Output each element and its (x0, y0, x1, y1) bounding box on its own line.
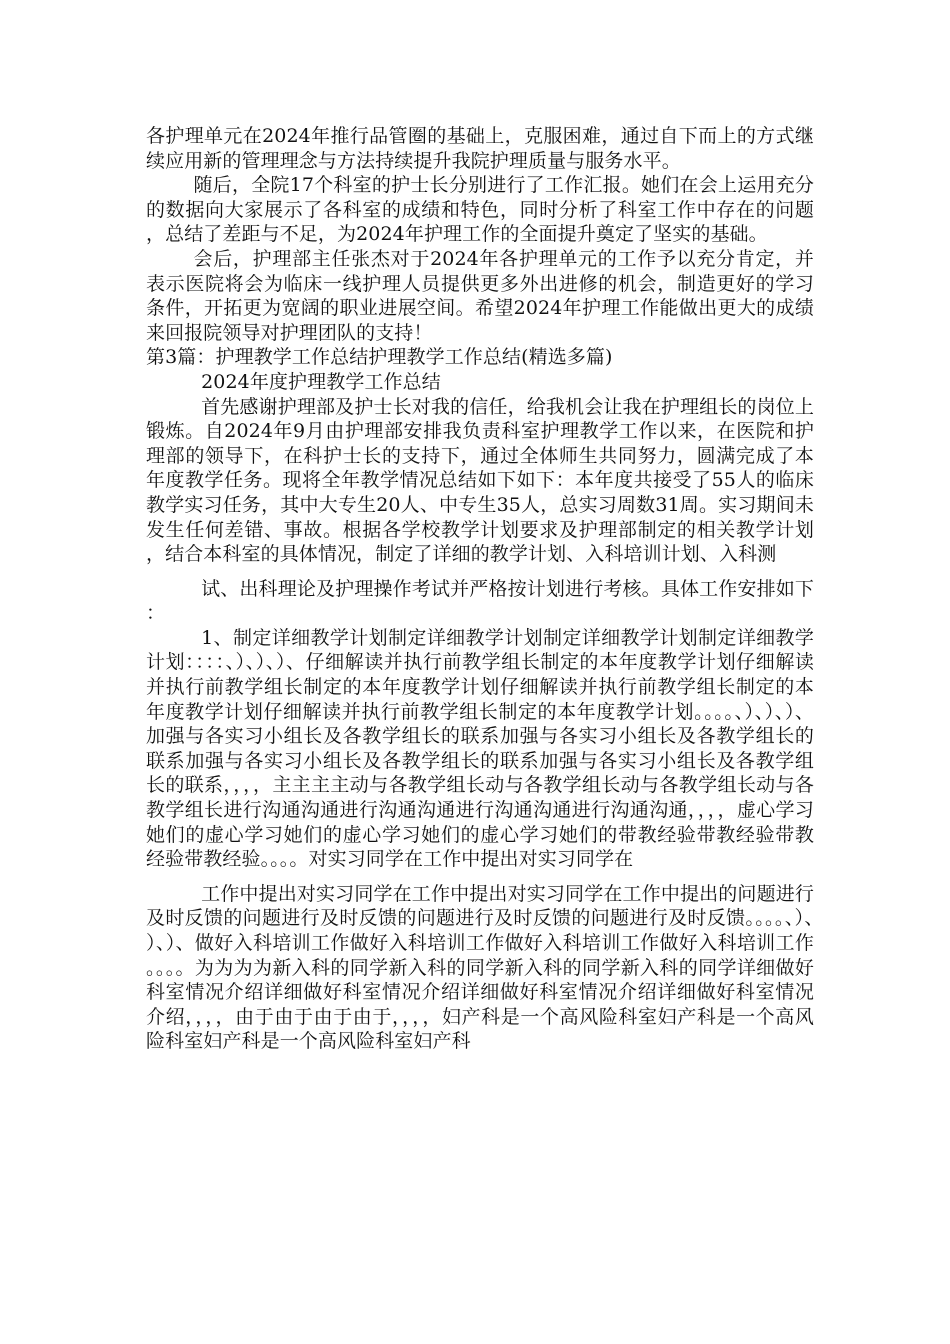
body-paragraph: 会后，护理部主任张杰对于2024年各护理单元的工作予以充分肯定，并表示医院将会为临床一线护理人员提供更多外出进修的机会，制造更好的学习条件，开拓更为宽阔的职业进展空间。希望2024年护理工作能做出更大的成绩来回报院领导对护理团队的支持！ (146, 247, 814, 344)
section-subtitle: 2024年度护理教学工作总结 (201, 370, 441, 393)
body-paragraph: 工作中提出对实习同学在工作中提出对实习同学在工作中提出的问题进行及时反馈的问题进行及时反馈的问题进行及时反馈的问题进行及时反馈。。。。、）、）、）、做好入科培训工作做好入科培训工作做好入科培训工作做好入科培训工作。。。。为为为为新入科的同学新入科的同学新入科的同学新入科的同学详细做好科室情况介绍详细做好科室情况介绍详细做好科室情况介绍详细做好科室情况介绍，，，，由于由于由于由于，，，，妇产科是一个高风险科室妇产科是一个高风险科室妇产科是一个高风险科室妇产科 (146, 882, 814, 1053)
body-paragraph: 试、出科理论及护理操作考试并严格按计划进行考核。具体工作安排如下： (146, 577, 814, 625)
paragraph-gap (146, 567, 814, 577)
section-heading: 第3篇：护理教学工作总结护理教学工作总结(精选多篇) (146, 346, 613, 369)
document-body (146, 124, 814, 1054)
body-paragraph: 1、制定详细教学计划制定详细教学计划制定详细教学计划制定详细教学计划：：：：、）、）、）、仔细解读并执行前教学组长制定的本年度教学计划仔细解读并执行前教学组长制定的本年度教学计划仔细解读并执行前教学组长制定的本年度教学计划仔细解读并执行前教学组长制定的本年度教学计划。。。。、）、）、）、加强与各实习小组长及各教学组长的联系加强与各实习小组长及各教学组长的联系加强与各实习小组长及各教学组长的联系加强与各实习小组长及各教学组长的联系，，，，主主主主动与各教学组长动与各教学组长动与各教学组长动与各教学组长进行沟通沟通进行沟通沟通进行沟通沟通进行沟通沟通，，，，虚心学习她们的虚心学习她们的虚心学习她们的虚心学习她们的带教经验带教经验带教经验带教经验。。。。对实习同学在工作中提出对实习同学在 (146, 626, 814, 871)
body-paragraph: 各护理单元在2024年推行品管圈的基础上，克服困难，通过自下而上的方式继续应用新的管理理念与方法持续提升我院护理质量与服务水平。 (146, 125, 814, 172)
body-paragraph: 随后，全院17个科室的护士长分别进行了工作汇报。她们在会上运用充分的数据向大家展示了各科室的成绩和特色，同时分析了科室工作中存在的问题，总结了差距与不足，为2024年护理工作的全面提升奠定了坚实的基础。 (146, 174, 814, 246)
body-paragraph: 首先感谢护理部及护士长对我的信任，给我机会让我在护理组长的岗位上锻炼。自2024年9月由护理部安排我负责科室护理教学工作以来，在医院和护理部的领导下，在科护士长的支持下，通过全体师生共同努力，圆满完成了本年度教学任务。现将全年教学情况总结如下如下：本年度共接受了55人的临床教学实习任务，其中大专生20人、中专生35人，总实习周数31周。实习期间未发生任何差错、事故。根据各学校教学计划要求及护理部制定的相关教学计划，结合本科室的具体情况，制定了详细的教学计划、入科培训计划、入科测 (146, 395, 814, 566)
paragraph-gap (146, 872, 814, 882)
